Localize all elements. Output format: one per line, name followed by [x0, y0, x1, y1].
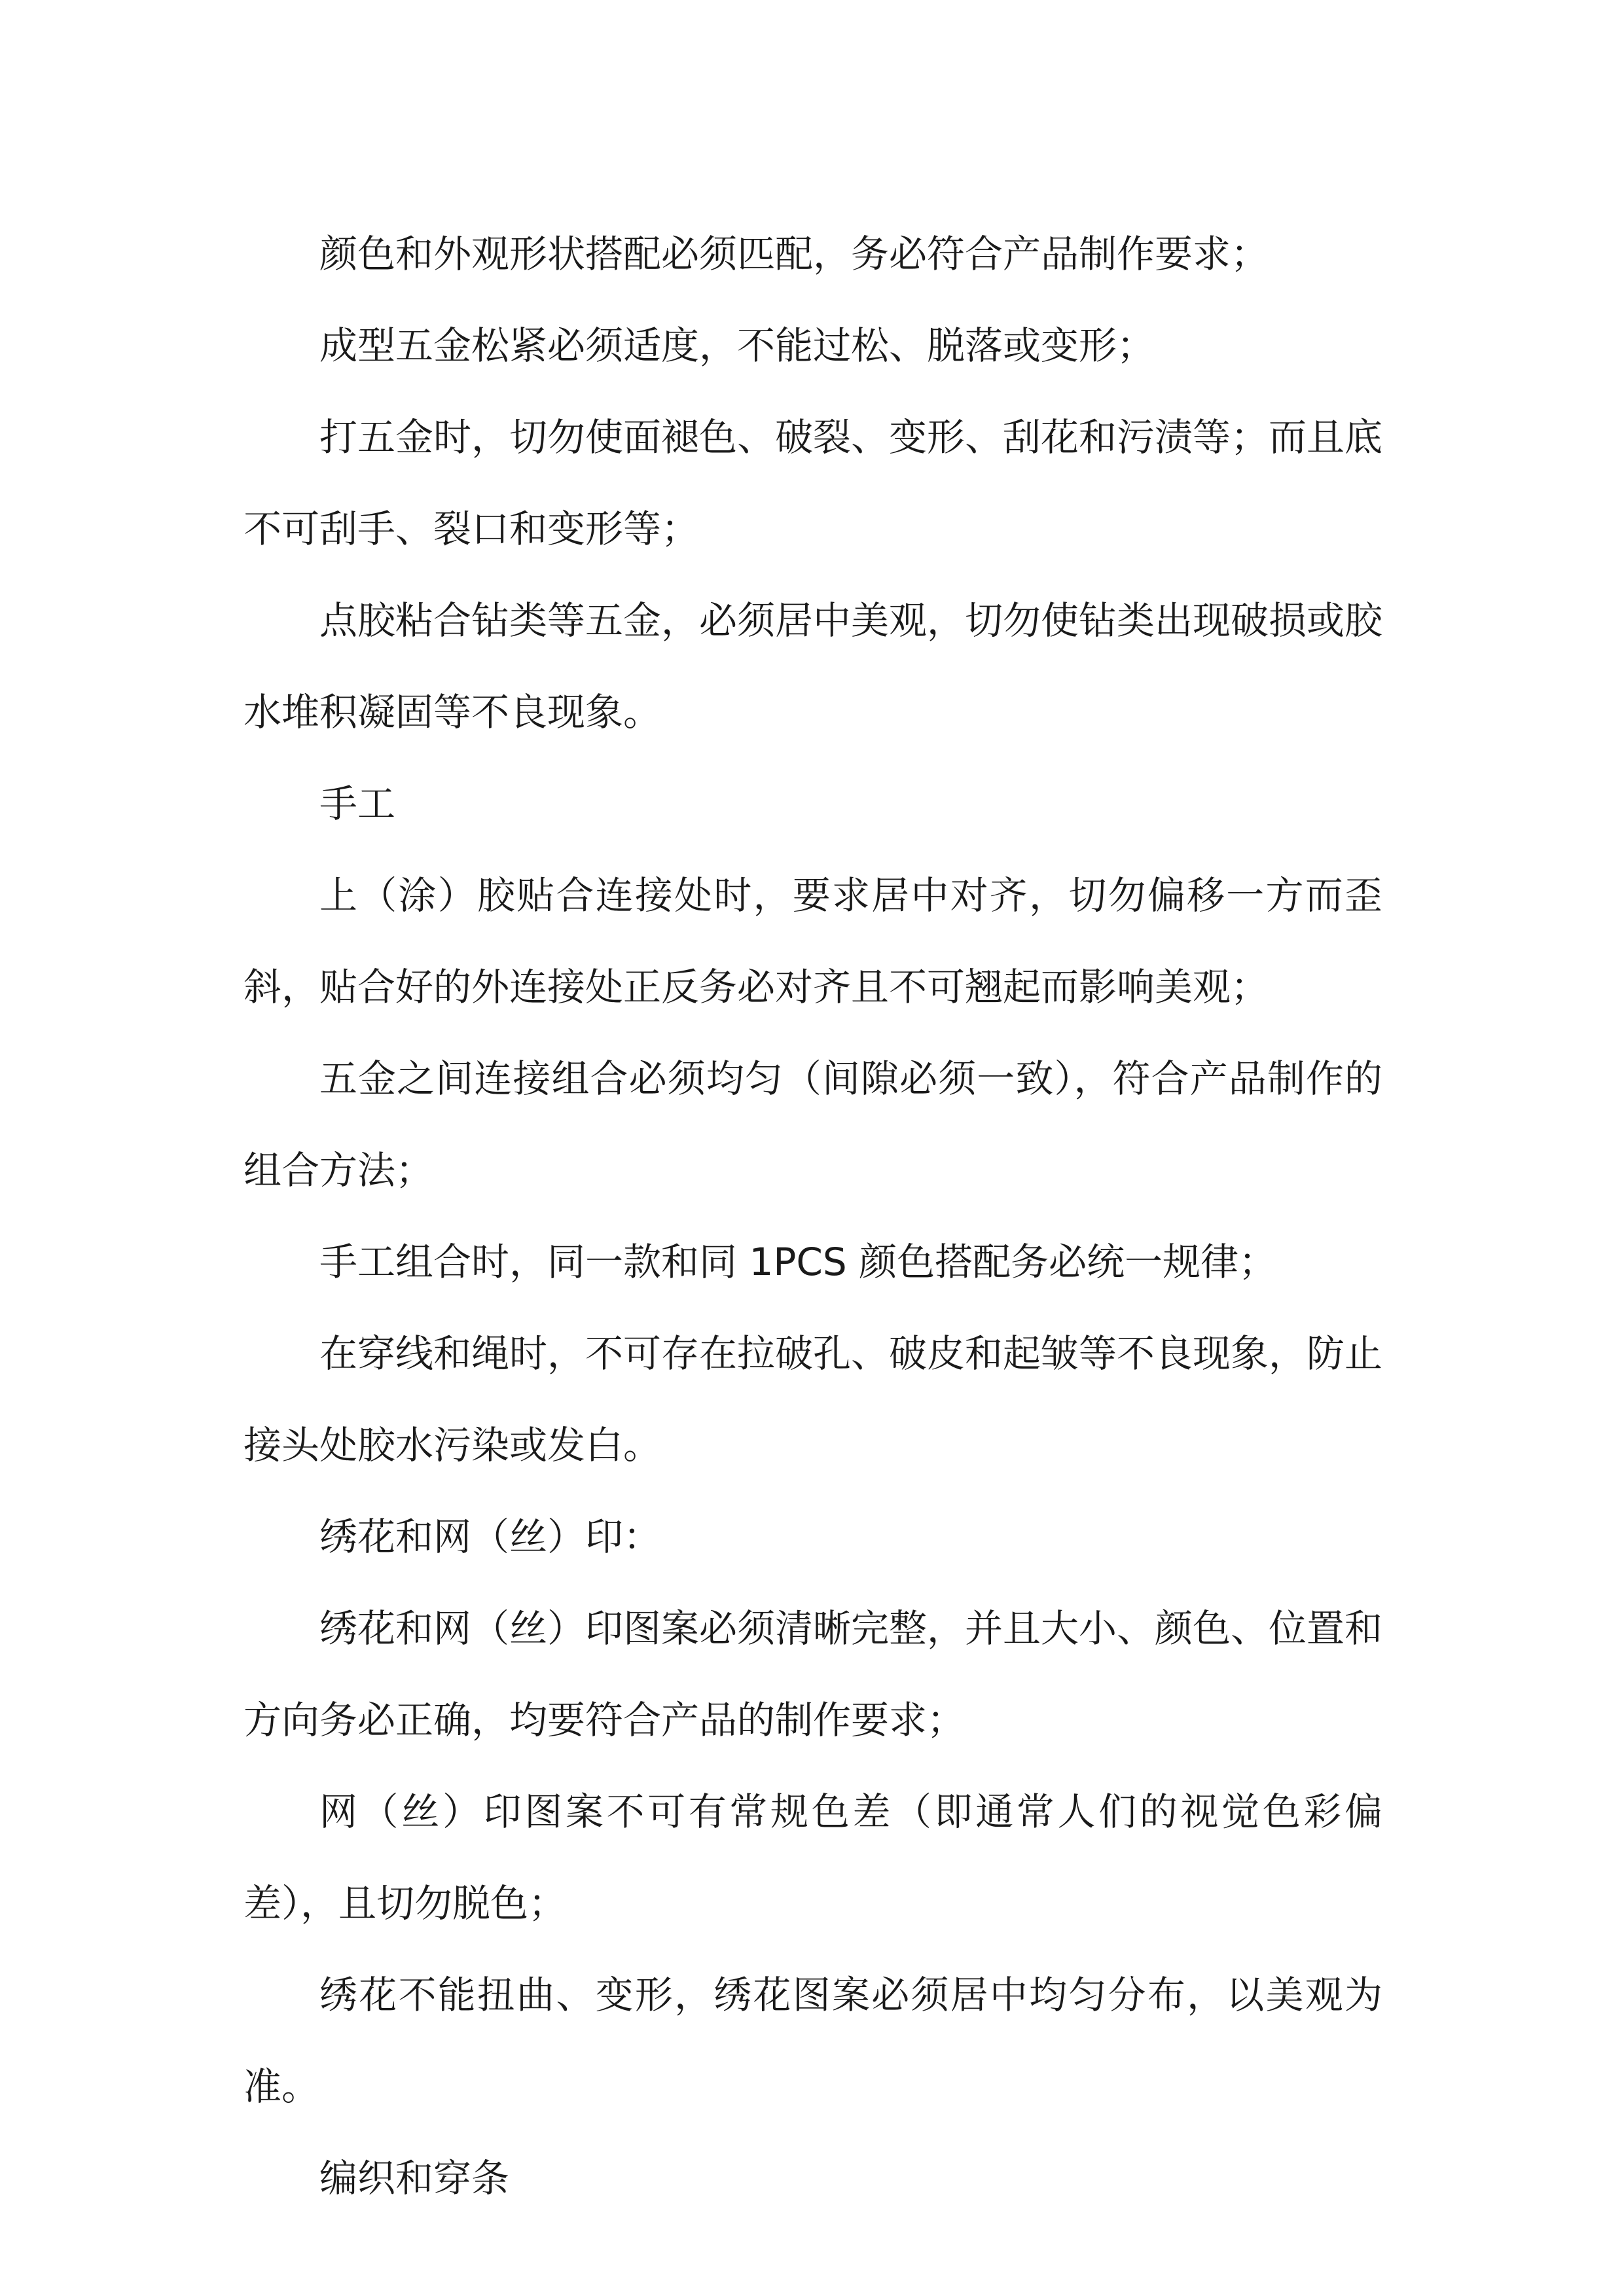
paragraph-hardware-tightness: 成型五金松紧必须适度，不能过松、脱落或变形； — [319, 323, 1155, 368]
paragraph-color-shape: 颜色和外观形状搭配必须匹配，务必符合产品制作要求； — [319, 232, 1269, 276]
paragraph-hardware-damage: 打五金时，切勿使面褪色、破裂、变形、刮花和污渍等；而且底不可刮手、裂口和变形等； — [244, 415, 1383, 551]
paragraph-color-difference: 网（丝）印图案不可有常规色差（即通常人们的视觉色彩偏差），且切勿脱色； — [244, 1789, 1382, 1926]
paragraph-color-matching: 手工组合时，同一款和同 1PCS 颜色搭配务必统一规律； — [319, 1240, 1277, 1284]
section-heading-weaving: 编织和穿条 — [319, 2156, 510, 2200]
paragraph-glue-diamond: 点胶粘合钻类等五金，必须居中美观，切勿使钻类出现破损或胶水堆积凝固等不良现象。 — [244, 598, 1383, 734]
paragraph-embroidery-distortion: 绣花不能扭曲、变形，绣花图案必须居中均匀分布，以美观为准。 — [244, 1973, 1382, 2109]
paragraph-threading: 在穿线和绳时，不可存在拉破孔、破皮和起皱等不良现象，防止接头处胶水污染或发白。 — [244, 1331, 1383, 1467]
section-heading-handwork: 手工 — [319, 781, 396, 826]
paragraph-pattern-clarity: 绣花和网（丝）印图案必须清晰完整，并且大小、颜色、位置和方向务必正确，均要符合产品的制作要求； — [244, 1606, 1383, 1742]
section-heading-embroidery-print: 绣花和网（丝）印： — [319, 1515, 662, 1559]
paragraph-glue-bonding: 上（涂）胶贴合连接处时，要求居中对齐，切勿偏移一方而歪斜，贴合好的外连接处正反务必对齐且不可翘起而影响美观； — [244, 873, 1382, 1009]
paragraph-hardware-spacing: 五金之间连接组合必须均匀（间隙必须一致），符合产品制作的组合方法； — [244, 1056, 1382, 1193]
document-body — [244, 208, 1382, 2224]
